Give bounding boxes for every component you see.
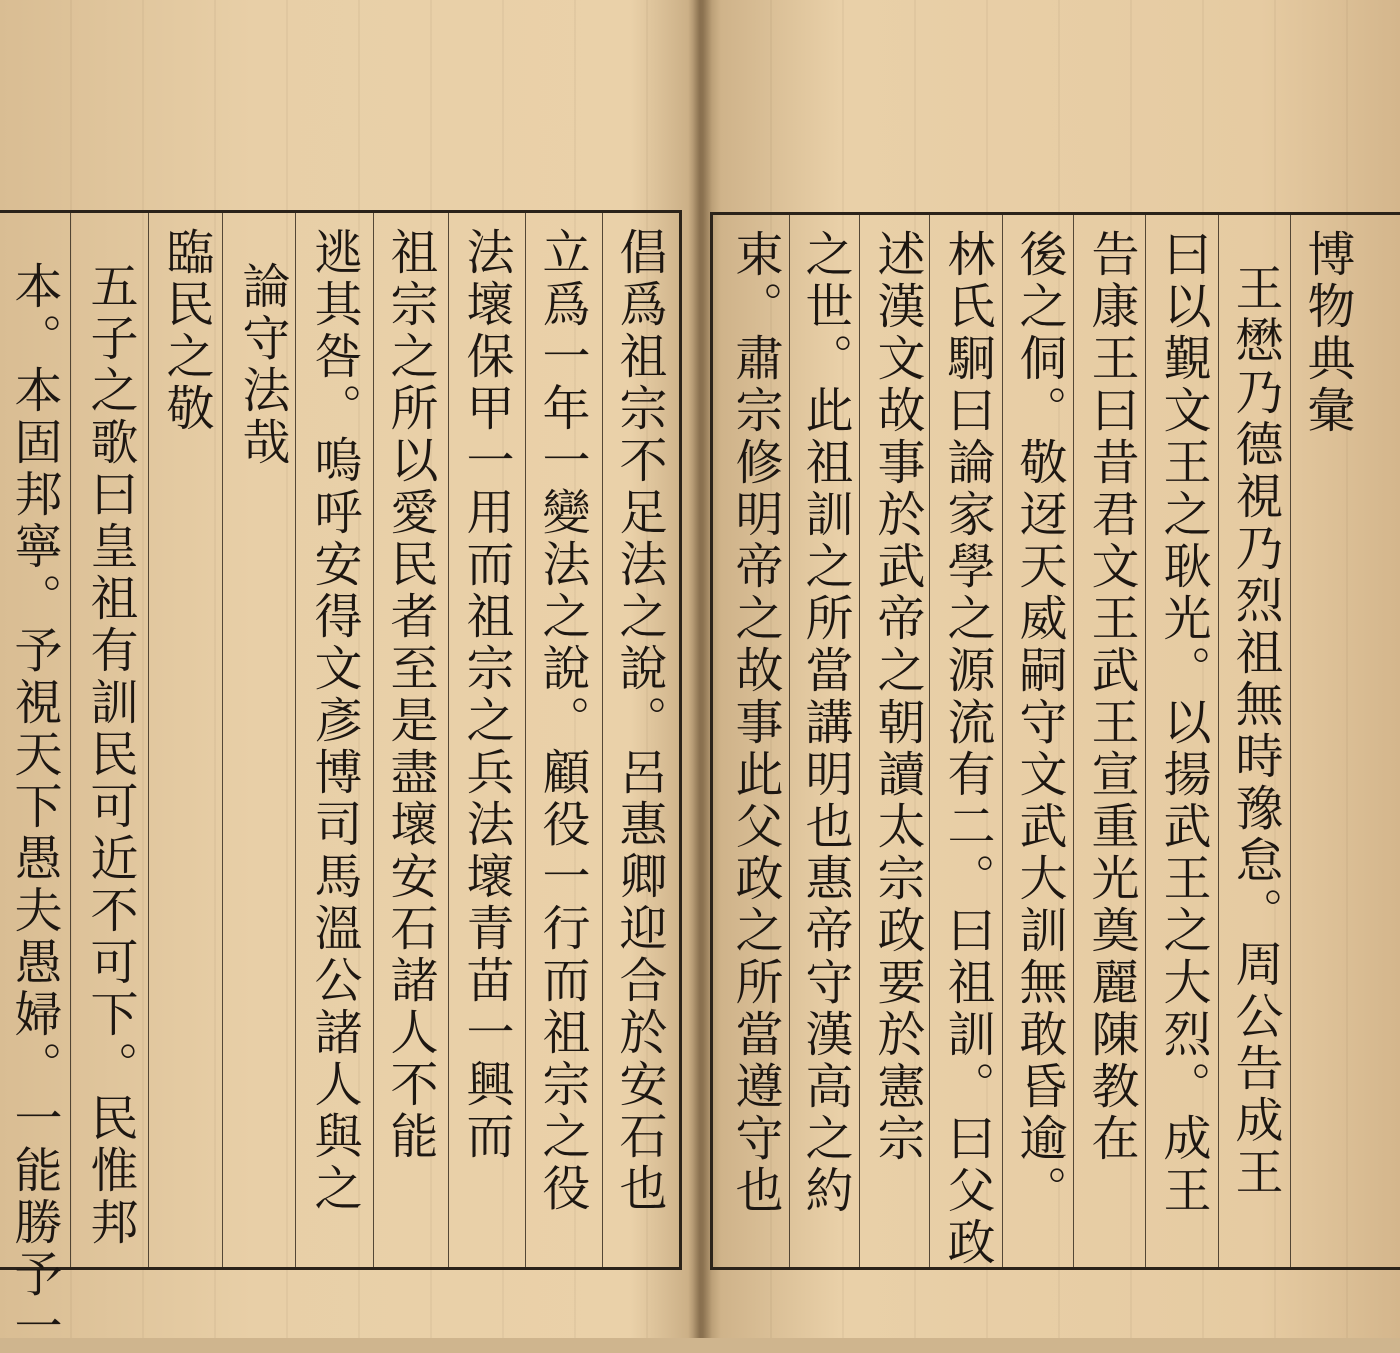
text-column: 林氏駉曰論家學之源流有二。曰祖訓。曰父政 xyxy=(939,229,995,1269)
text-column: 之世。此祖訓之所當講明也惠帝守漢高之約 xyxy=(797,229,853,1217)
text-column: 論守法哉 xyxy=(234,261,290,469)
text-column: 後之侗。敬迓天威嗣守文武大訓無敢昏逾。 xyxy=(1011,229,1067,1217)
column-rule xyxy=(525,213,526,1267)
section-heading: 臨民之敬 xyxy=(158,227,214,435)
column-rule xyxy=(1002,215,1003,1267)
column-rule xyxy=(295,213,296,1267)
text-column: 告康王曰昔君文王武王宣重光奠麗陳教在 xyxy=(1083,229,1139,1165)
column-rule xyxy=(602,213,603,1267)
column-rule xyxy=(1145,215,1146,1267)
text-column: 述漢文故事於武帝之朝讀太宗政要於憲宗 xyxy=(869,229,925,1165)
column-rule xyxy=(1218,215,1219,1267)
text-column: 五子之歌曰皇祖有訓民可近不可下。民惟邦 xyxy=(82,261,138,1249)
column-rule xyxy=(1290,215,1291,1267)
text-column: 祖宗之所以愛民者至是盡壞安石諸人不能 xyxy=(382,227,438,1163)
column-rule xyxy=(448,213,449,1267)
column-rule xyxy=(1073,215,1074,1267)
text-column: 本。本固邦寧。予視天下愚夫愚婦。一能勝予一 xyxy=(6,261,62,1353)
column-rule xyxy=(222,213,223,1267)
text-column: 曰以覲文王之耿光。以揚武王之大烈。成王 xyxy=(1155,229,1211,1217)
left-page-frame xyxy=(0,210,682,1353)
text-column: 倡爲祖宗不足法之說。呂惠卿迎合於安石也 xyxy=(611,227,667,1215)
text-column: 束。肅宗修明帝之故事此父政之所當遵守也 xyxy=(727,229,783,1217)
column-rule xyxy=(859,215,860,1267)
column-rule xyxy=(789,215,790,1267)
column-rule xyxy=(373,213,374,1267)
text-column: 逃其咎。嗚呼安得文彥博司馬溫公諸人與之 xyxy=(306,227,362,1215)
text-column: 立爲一年一變法之說。顧役一行而祖宗之役 xyxy=(534,227,590,1215)
column-rule xyxy=(929,215,930,1267)
column-rule xyxy=(70,213,71,1267)
running-title: 博物典彙 xyxy=(1299,229,1355,437)
right-page-frame xyxy=(710,212,1400,1270)
column-rule xyxy=(148,213,149,1267)
right-page xyxy=(700,0,1400,1338)
text-column: 法壞保甲一用而祖宗之兵法壞青苗一興而 xyxy=(458,227,514,1163)
text-column: 王懋乃德視乃烈祖無時豫怠。周公告成王 xyxy=(1227,263,1283,1199)
